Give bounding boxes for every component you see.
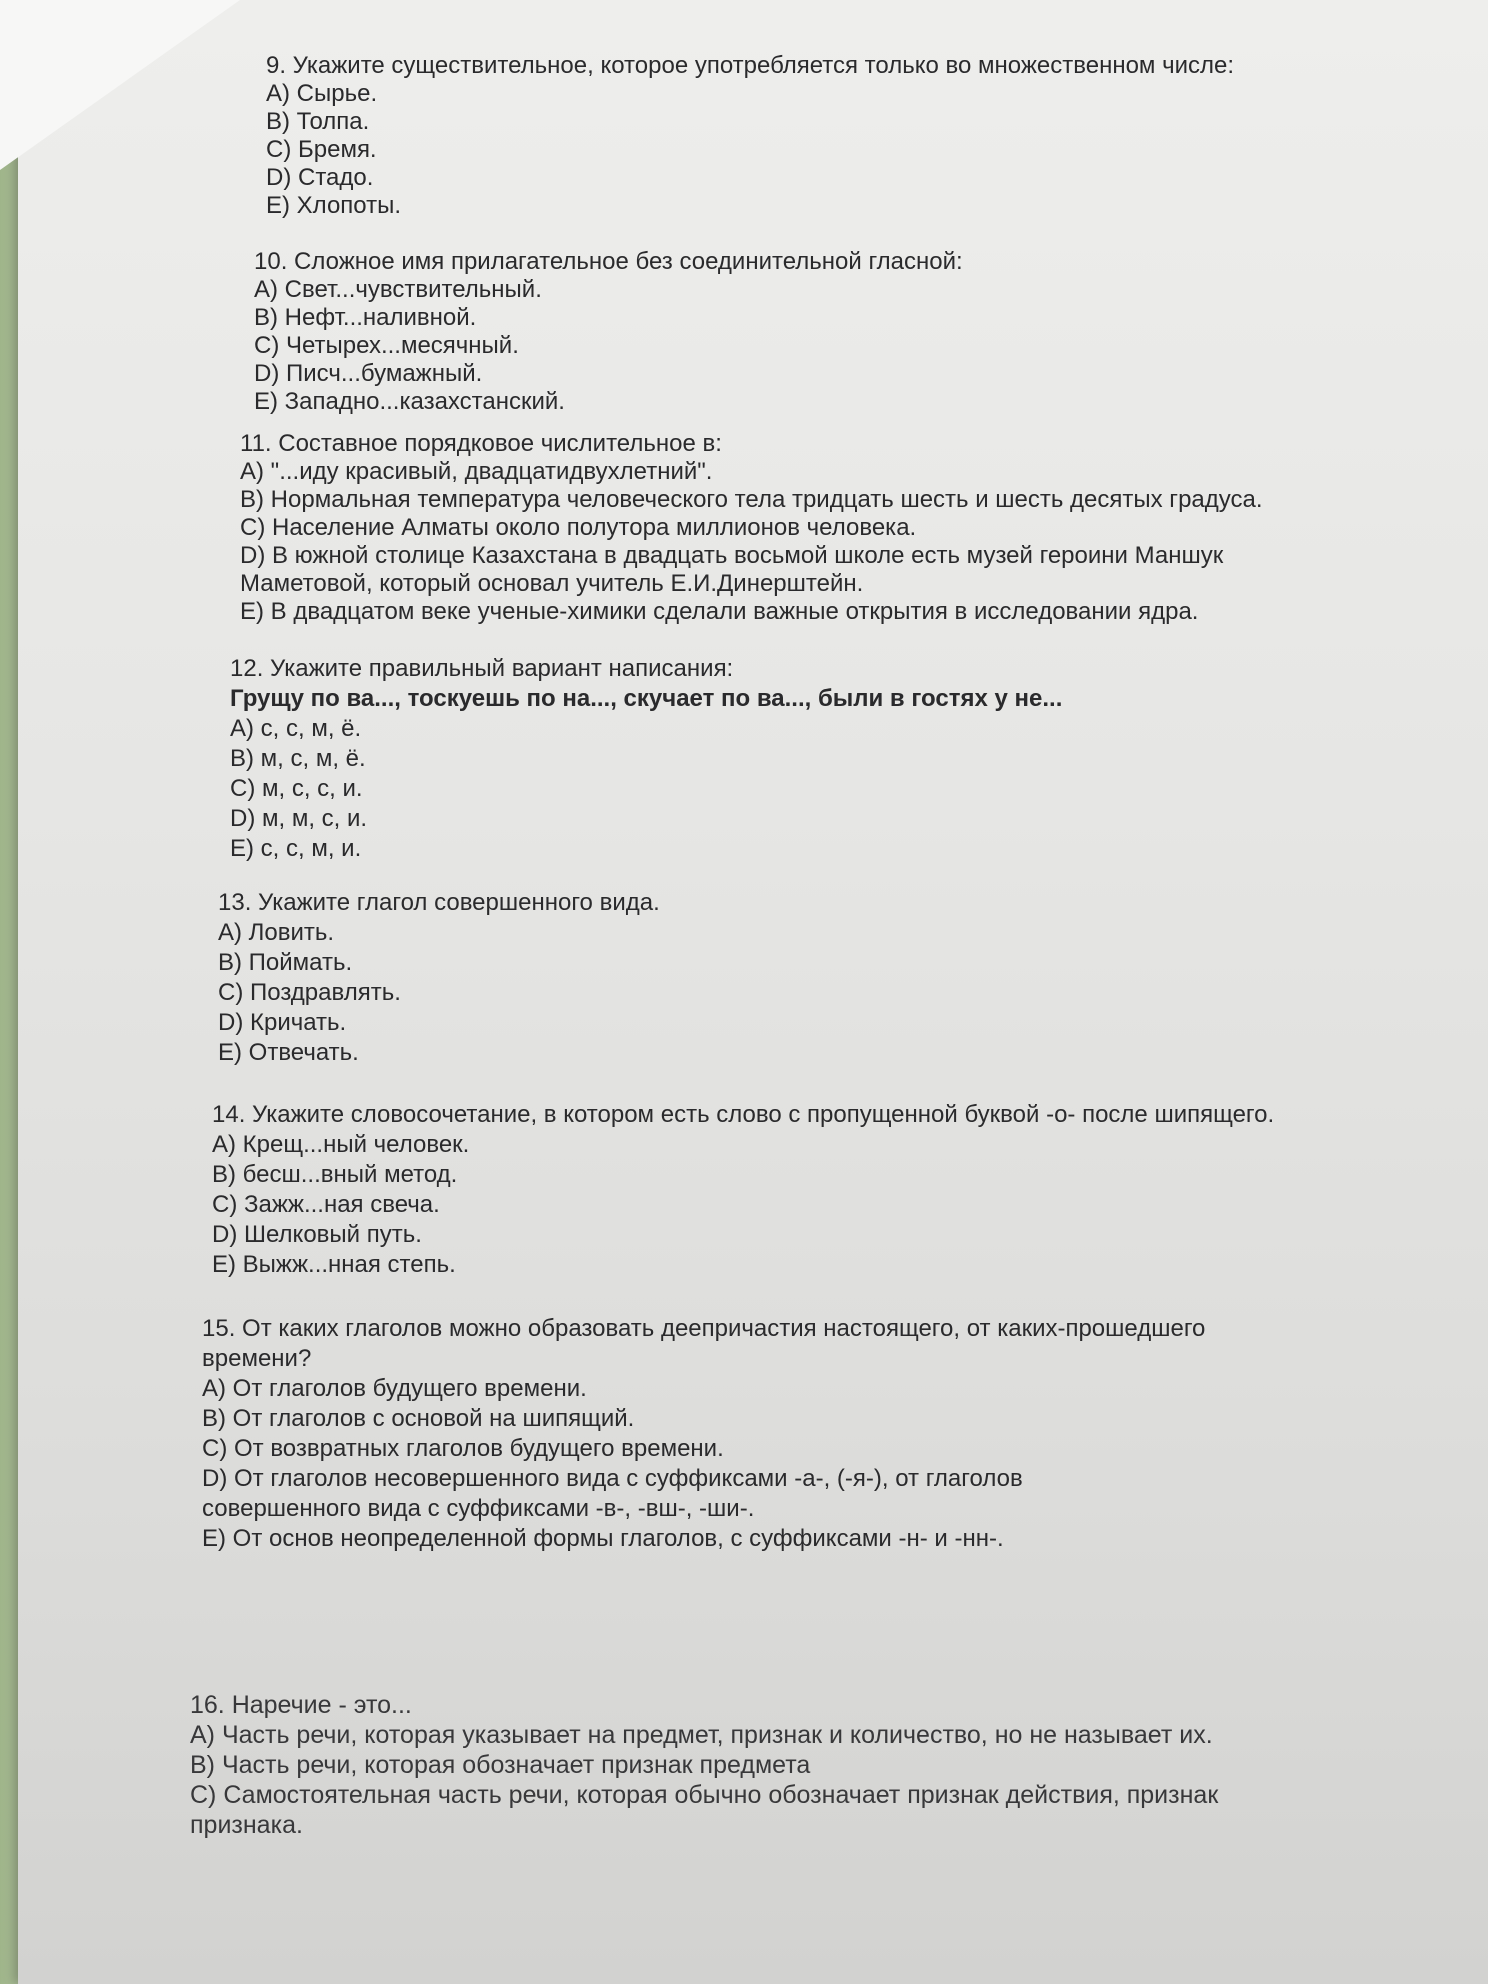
option: C) м, с, с, и. [230, 775, 363, 802]
option: C) Зажж...ная свеча. [212, 1191, 440, 1218]
option: признака. [190, 1811, 303, 1839]
option: B) Поймать. [218, 949, 353, 976]
option: A) От глаголов будущего времени. [202, 1375, 587, 1402]
option: C) Самостоятельная часть речи, которая обычно обозначает признак действия, признак [190, 1781, 1219, 1809]
option: D) Стадо. [266, 164, 374, 191]
option: C) Поздравлять. [218, 979, 401, 1006]
question-title: 12. Укажите правильный вариант написания: [230, 655, 734, 682]
option: D) От глаголов несовершенного вида с суффиксами -а-, (-я-), от глаголов [202, 1465, 1023, 1492]
paper-corner [0, 0, 240, 170]
option: E) Западно...казахстанский. [254, 388, 565, 415]
option: C) Бремя. [266, 136, 377, 163]
question-title: 15. От каких глаголов можно образовать деепричастия настоящего, от каких-прошедшего [202, 1315, 1206, 1342]
option: A) Крещ...ный человек. [212, 1131, 470, 1158]
question-10 [254, 248, 963, 416]
option: A) с, с, м, ё. [230, 715, 362, 742]
option: B) Часть речи, которая обозначает признак предмета [190, 1751, 811, 1779]
option: E) От основ неопределенной формы глаголов, с суффиксами -н- и -нн-. [202, 1525, 1004, 1552]
question-16 [190, 1690, 1218, 1840]
question-13 [218, 888, 660, 1068]
option: B) бесш...вный метод. [212, 1161, 458, 1188]
option: C) Население Алматы около полутора миллионов человека. [240, 514, 917, 541]
option: Маметовой, который основал учитель Е.И.Динерштейн. [240, 570, 864, 597]
question-title: 9. Укажите существительное, которое употребляется только во множественном числе: [266, 52, 1235, 79]
option: B) Нормальная температура человеческого тела тридцать шесть и шесть десятых градуса. [240, 486, 1263, 513]
question-9 [266, 52, 1234, 220]
option: C) От возвратных глаголов будущего времени. [202, 1435, 724, 1462]
question-title: 13. Укажите глагол совершенного вида. [218, 889, 660, 916]
question-11 [240, 430, 1263, 626]
question-title: 16. Наречие - это... [190, 1691, 412, 1719]
option: A) "...иду красивый, двадцатидвухлетний". [240, 458, 713, 485]
question-title: 10. Сложное имя прилагательное без соединительной гласной: [254, 248, 963, 275]
question-12 [230, 654, 1062, 864]
question-title: 14. Укажите словосочетание, в котором есть слово с пропущенной буквой -о- после шипящего. [212, 1101, 1275, 1128]
option: A) Ловить. [218, 919, 335, 946]
option: D) м, м, с, и. [230, 805, 368, 832]
option: B) Толпа. [266, 108, 370, 135]
option: B) м, с, м, ё. [230, 745, 366, 772]
option: E) с, с, м, и. [230, 835, 362, 862]
option: A) Свет...чувствительный. [254, 276, 542, 303]
option: совершенного вида с суффиксами -в-, -вш-, -ши-. [202, 1495, 755, 1522]
question-subtitle: Грущу по ва..., тоскуешь по на..., скучает по ва..., были в гостях у не... [230, 685, 1063, 712]
option: E) Отвечать. [218, 1039, 359, 1066]
option: B) Нефт...наливной. [254, 304, 477, 331]
option: D) Писч...бумажный. [254, 360, 483, 387]
option: D) Кричать. [218, 1009, 347, 1036]
question-14 [212, 1100, 1274, 1280]
option: B) От глаголов с основой на шипящий. [202, 1405, 635, 1432]
question-title-cont: времени? [202, 1345, 312, 1372]
option: A) Сырье. [266, 80, 378, 107]
option: E) В двадцатом веке ученые-химики сделали важные открытия в исследовании ядра. [240, 598, 1199, 625]
question-15 [202, 1314, 1205, 1554]
option: C) Четырех...месячный. [254, 332, 519, 359]
option: E) Выжж...нная степь. [212, 1251, 456, 1278]
option: A) Часть речи, которая указывает на предмет, признак и количество, но не называет их. [190, 1721, 1213, 1749]
option: D) Шелковый путь. [212, 1221, 422, 1248]
question-title: 11. Составное порядковое числительное в: [240, 430, 722, 457]
option: D) В южной столице Казахстана в двадцать восьмой школе есть музей героини Маншук [240, 542, 1224, 569]
option: E) Хлопоты. [266, 192, 402, 219]
